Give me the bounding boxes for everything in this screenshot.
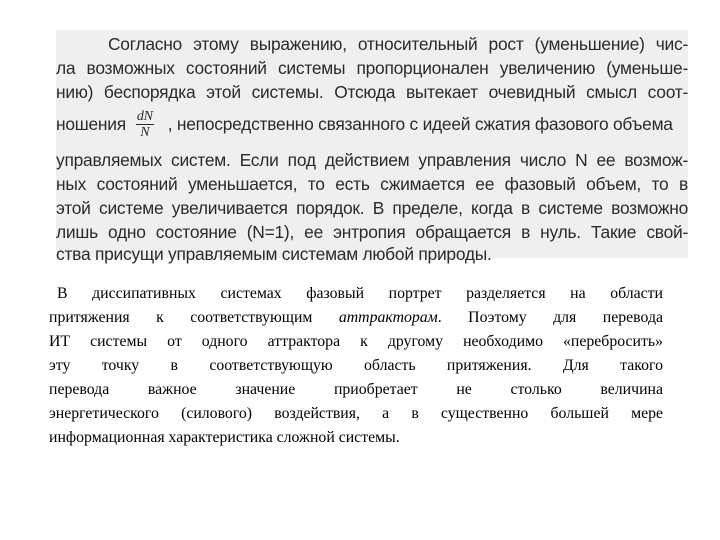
typed-line-5: перевода важное значение приобретает не столько величина bbox=[49, 381, 663, 398]
scan-line-2: ла возможных состояний системы пропорционален увеличению (уменьше- bbox=[56, 58, 688, 78]
typed-line-1: В диссипативных системах фазовый портрет разделяется на области bbox=[57, 285, 663, 302]
scan-line-7: этой системе увеличивается порядок. В пределе, когда в системе возможно bbox=[56, 198, 688, 218]
scan-line-ratio bbox=[56, 106, 688, 142]
fraction-numerator: dN bbox=[136, 108, 153, 124]
scan-line-6: ных состояний уменьшается, то есть сжимается ее фазовый объем, то в bbox=[56, 174, 688, 194]
typed-line-2 bbox=[49, 306, 663, 330]
typed-line-2-start: притяжения к соответствующим bbox=[49, 309, 339, 326]
typed-line-2-end: . Поэтому для перевода bbox=[437, 309, 663, 326]
ratio-suffix: , непосредственно связанного с идеей сжатия фазового объема bbox=[167, 114, 673, 134]
scan-line-5: управляемых систем. Если под действием управления число N ее возмож- bbox=[56, 150, 688, 170]
typed-line-6: энергетического (силового) воздействия, а в существенно большей мере bbox=[49, 405, 663, 422]
emphasis-attractors: аттракторам bbox=[338, 309, 438, 326]
scanned-text-block bbox=[56, 30, 688, 264]
scan-line-9: ства присущи управляемым системам любой природы. bbox=[56, 244, 492, 264]
typed-line-3: ИТ системы от одного аттрактора к другому необходимо «перебросить» bbox=[49, 333, 663, 350]
fraction-denominator: N bbox=[140, 124, 150, 140]
typed-line-4: эту точку в соответствующую область притяжения. Для такого bbox=[49, 357, 663, 374]
scan-line-3: нию) беспорядка этой системы. Отсюда вытекает очевидный смысл соот- bbox=[56, 82, 688, 102]
fraction-dn-over-n bbox=[136, 109, 154, 140]
typed-line-7: информационная характеристика сложной системы. bbox=[49, 429, 400, 446]
scan-line-1: Согласно этому выражению, относительный рост (уменьшение) чис- bbox=[108, 34, 688, 54]
scan-line-8: лишь одно состояние (N=1), ее энтропия обращается в нуль. Такие свой- bbox=[56, 222, 688, 242]
ratio-prefix: ношения bbox=[56, 114, 126, 134]
